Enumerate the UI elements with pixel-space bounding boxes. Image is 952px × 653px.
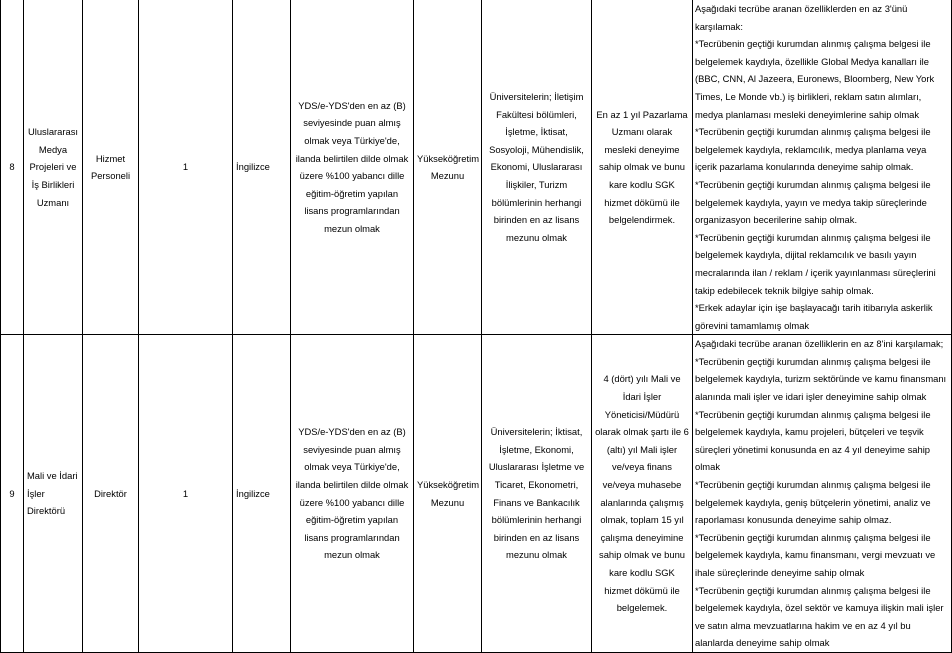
experience-requirement: En az 1 yıl Pazarlama Uzmanı olarak mesleki deneyime sahip olmak ve bunu kare kodlu SGK hizmet dökümü ile belgelendirmek. [592, 0, 693, 335]
qualification-item: Aşağıdaki tecrübe aranan özelliklerden en az 3'ünü karşılamak: [695, 3, 908, 32]
qualification-item: *Tecrübenin geçtiği kurumdan alınmış çalışma belgesi ile belgelemek kaydıyla, kamu projeleri, bütçeleri ve teşvik süreçleri yönetimi konusunda en az 4 yıl deneyime sahip olmak [695, 408, 931, 473]
qualification-item: *Tecrübenin geçtiği kurumdan alınmış çalışma belgesi ile belgelemek kaydıyla, özellikle Global Medya kanalları ile (BBC, CNN, Al Jazeera, Euronews, Bloomberg, New York Times, Le Monde vb.) iş birlikleri, reklam satın alımları, medya planlaması mesleki deneyimlerine sahip olmak [695, 38, 935, 120]
qualification-item: *Tecrübenin geçtiği kurumdan alınmış çalışma belgesi ile belgelemek kaydıyla, yayın ve medya takip süreçlerinde organizasyon becerilerine sahip olmak. [695, 178, 931, 226]
qualification-item: *Erkek adaylar için işe başlayacağı tarih itibarıyla askerlik görevini tamamlamış olmak [695, 302, 933, 331]
language-requirement: YDS/e-YDS'den en az (B) seviyesinde puan almış olmak veya Türkiye'de, ilanda belirtilen dilde olmak üzere %100 yabancı dille eğitim-öğretim yapılan lisans programlarından mezun olmak [291, 335, 414, 653]
education-requirement: Üniversitelerin; İktisat, İşletme, Ekonomi, Uluslararası İşletme ve Ticaret, Ekonometri, Finans ve Bankacılık bölümlerinin herhangi birinden en az lisans mezunu olmak [482, 335, 592, 653]
qualification-list [693, 335, 952, 653]
qualification-item: Aşağıdaki tecrübe aranan özelliklerin en az 8'ini karşılamak; [695, 338, 944, 350]
position-title: Mali ve İdari İşler Direktörü [24, 335, 83, 653]
qualification-item: *Tecrübenin geçtiği kurumdan alınmış çalışma belgesi ile belgelemek kaydıyla, dijital reklamcılık ve basılı yayın mecralarında ilan / reklam / içerik yayınlanması süreçlerini takip edebilecek teknik bilgiye sahip olmak. [695, 231, 936, 296]
education-level: Yükseköğretim Mezunu [414, 0, 482, 335]
table-row [1, 0, 952, 335]
qualification-item: *Tecrübenin geçtiği kurumdan alınmış çalışma belgesi ile belgelemek kaydıyla, özel sektör ve kamuya ilişkin mali işler ve satın alma mevzuatlarına hakim ve en az 4 yıl bu alanlarda deneyime sahip olmak [695, 584, 944, 649]
position-count: 1 [139, 0, 233, 335]
language: İngilizce [233, 0, 291, 335]
language-requirement: YDS/e-YDS'den en az (B) seviyesinde puan almış olmak veya Türkiye'de, ilanda belirtilen dilde olmak üzere %100 yabancı dille eğitim-öğretim yapılan lisans programlarından mezun olmak [291, 0, 414, 335]
position-type: Hizmet Personeli [83, 0, 139, 335]
qualification-item: *Tecrübenin geçtiği kurumdan alınmış çalışma belgesi ile belgelemek kaydıyla, geniş bütçelerin yönetimi, analiz ve raporlaması konusunda deneyime sahip olmaz. [695, 479, 931, 526]
row-number: 9 [1, 335, 24, 653]
education-requirement: Üniversitelerin; İletişim Fakültesi bölümleri, İşletme, İktisat, Sosyoloji, Mühendislik, Ekonomi, Uluslararası İlişkiler, Turizm bölümlerinin herhangi birinden en az lisans mezunu olmak [482, 0, 592, 335]
qualification-item: *Tecrübenin geçtiği kurumdan alınmış çalışma belgesi ile belgelemek kaydıyla, reklamcılık, medya planlama veya içerik pazarlama konularında deneyime sahip olmak. [695, 126, 931, 173]
qualification-item: *Tecrübenin geçtiği kurumdan alınmış çalışma belgesi ile belgelemek kaydıyla, kamu finansmanı, vergi mevzuatı ve ihale süreçlerinde deneyime sahip olmak [695, 531, 936, 578]
qualification-item: *Tecrübenin geçtiği kurumdan alınmış çalışma belgesi ile belgelemek kaydıyla, turizm sektöründe ve kamu finansmanı alanında mali işler ve idari işler deneyimine sahip olmak [695, 355, 947, 403]
education-level: Yükseköğretim Mezunu [414, 335, 482, 653]
language: İngilizce [233, 335, 291, 653]
row-number: 8 [1, 0, 24, 335]
table-row [1, 335, 952, 653]
position-type: Direktör [83, 335, 139, 653]
experience-requirement: 4 (dört) yılı Mali ve İdari İşler Yöneticisi/Müdürü olarak olmak şartı ile 6 (altı) yıl Mali işler ve/veya finans ve/veya muhasebe alanlarında çalışmış olmak, toplam 15 yıl çalışma deneyimine sahip olmak ve bunu kare kodlu SGK hizmet dökümü ile belgelemek. [592, 335, 693, 653]
position-title: Uluslararası Medya Projeleri ve İş Birlikleri Uzmanı [24, 0, 83, 335]
qualification-list [693, 0, 952, 335]
position-count: 1 [139, 335, 233, 653]
